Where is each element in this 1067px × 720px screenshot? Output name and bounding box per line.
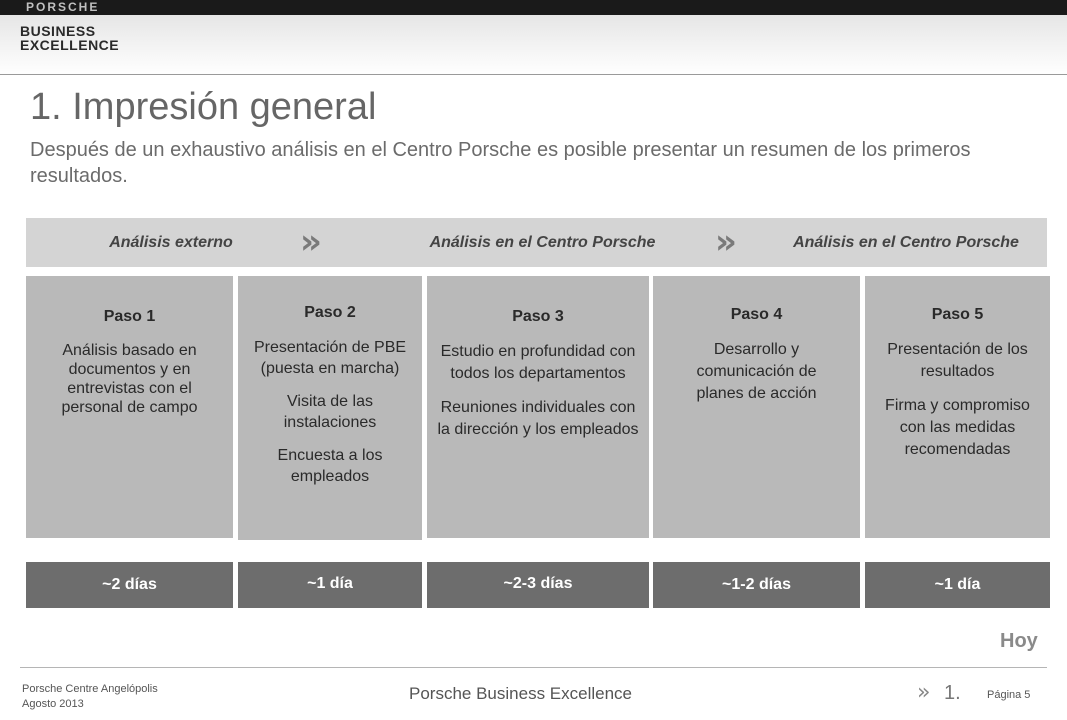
duration-badge-3: ~2-3 días (427, 562, 649, 608)
footer-dealer: Porsche Centre Angelópolis (22, 683, 158, 695)
footer-divider (20, 667, 1047, 668)
duration-badge-1: ~2 días (26, 562, 233, 608)
footer-title: Porsche Business Excellence (409, 684, 633, 703)
step-text: Desarrollo y comunicación de planes de acción (696, 341, 817, 402)
phase-label-2: Análisis en el Centro Porsche (429, 234, 656, 251)
step-text: Visita de las instalaciones (283, 393, 377, 431)
top-brand-bar (0, 0, 1067, 15)
logo-line-2: EXCELLENCE (20, 37, 120, 53)
step-text: Presentación de los resultados (887, 341, 1028, 380)
step-card-5 (865, 276, 1050, 538)
phase-label-1: Análisis externo (109, 234, 233, 251)
footer-section-number: 1. (944, 682, 961, 704)
header-band (0, 15, 1067, 75)
step-title: Paso 2 (304, 304, 356, 321)
chevron-right-icon: » (300, 222, 312, 262)
today-label: Hoy (1000, 630, 1038, 652)
footer-left (22, 682, 158, 712)
step-title: Paso 5 (931, 306, 984, 323)
step-text: Firma y compromiso con las medidas recomendadas (885, 397, 1030, 458)
page-subtitle: Después de un exhaustivo análisis en el Centro Porsche es posible presentar un resumen de los primeros resultados. (30, 139, 971, 187)
phase-label-3: Análisis en el Centro Porsche (793, 234, 1019, 251)
duration-badge-5: ~1 día (865, 562, 1050, 608)
header-divider (0, 74, 1067, 75)
step-text: Estudio en profundidad con todos los departamentos (440, 343, 636, 382)
page-number: Página 5 (987, 689, 1031, 701)
business-excellence-logo (20, 24, 119, 52)
step-text: Reuniones individuales con la dirección y los empleados (437, 399, 639, 438)
step-card-1 (26, 276, 233, 538)
step-title: Paso 4 (730, 306, 783, 323)
step-text: Encuesta a los empleados (277, 447, 383, 485)
step-title: Paso 3 (512, 308, 564, 325)
chevron-right-icon: » (715, 222, 727, 262)
step-card-4 (653, 276, 860, 538)
logo-line-1: BUSINESS (20, 23, 96, 39)
porsche-wordmark: PORSCHE (26, 0, 100, 14)
step-title: Paso 1 (103, 308, 156, 325)
step-text: Presentación de PBE (puesta en marcha) (253, 339, 407, 377)
chevron-right-icon: » (917, 680, 925, 705)
step-card-2 (238, 276, 422, 540)
page-title: 1. Impresión general (30, 86, 377, 128)
step-text: Análisis basado en documentos y en entrevistas con el personal de campo (61, 342, 198, 416)
duration-badge-4: ~1-2 días (653, 562, 860, 608)
footer-date: Agosto 2013 (22, 698, 84, 710)
step-card-3 (427, 276, 649, 538)
duration-badge-2: ~1 día (238, 562, 422, 608)
